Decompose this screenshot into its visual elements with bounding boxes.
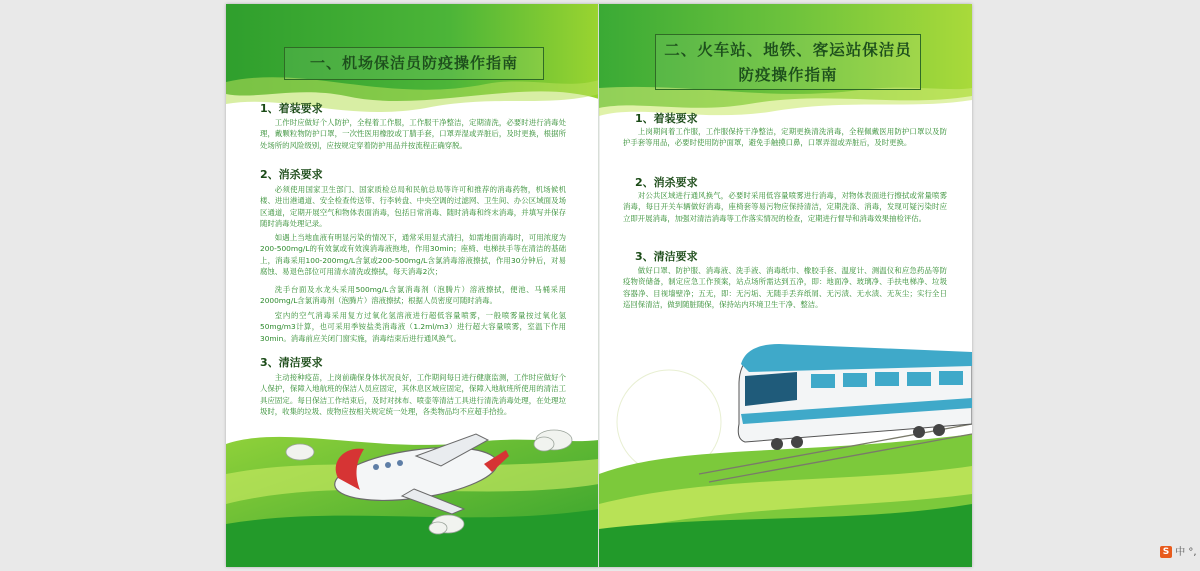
- section-paragraph: 主动接种疫苗，上岗前确保身体状况良好，工作期间每日进行健康监测，工作时应做好个人保护，保障入地航班的保洁人员应固定，其休息区域应固定，保障入地航班所使用的清洁工具应固定。每日保洁工作结束后，及时对抹布、喷壶等清洁工具进行清洗消毒处理，在处理垃圾时，收集的垃圾、废物应按相关规定统一处理，各类物品均不应超手拾捡。: [260, 373, 566, 416]
- left-page-title: 一、机场保洁员防疫操作指南: [284, 47, 544, 80]
- section-heading: 2、消杀要求: [260, 168, 323, 181]
- ime-punct-label[interactable]: °,: [1188, 547, 1197, 558]
- section-heading: 2、消杀要求: [635, 176, 698, 189]
- section-paragraph: 室内的空气消毒采用复方过氧化氢溶液进行超低容量喷雾，一般喷雾量按过氧化氢50mg/m3计算，也可采用季铵盐类消毒液（1.2ml/m3）进行超大容量喷雾，室温下作用30min。消毒前应关闭门窗实施，消毒结束后进行通风换气。: [260, 311, 566, 343]
- right-page-title-line1: 二、火车站、地铁、客运站保洁员: [664, 41, 912, 59]
- section-paragraph: 工作时应做好个人防护，全程着工作服，工作服干净整洁，定期清洗，必要时进行消毒处理，戴颗粒物防护口罩，一次性医用橡胶或丁腈手套，口罩弄湿或弄脏后，及时更换，根据所处场所的风险级别，应按规定穿着防护用品并按流程正确穿脱。: [260, 118, 566, 150]
- section-heading: 3、清洁要求: [260, 356, 323, 369]
- section-heading: 1、着装要求: [260, 102, 323, 115]
- sogou-icon[interactable]: S: [1160, 546, 1172, 558]
- section-paragraph: 对公共区域进行通风换气，必要时采用低容量喷雾进行消毒，对物体表面进行擦拭或常量喷雾消毒，每日开关车辆做好消毒，座椅套等易污物应保持清洁，定期洗涤、消毒，发现可疑污染时应立即开展消毒，加强对清洁消毒等工作落实情况的检查，定期进行督导和消毒效果抽检评估。: [623, 191, 947, 223]
- section-paragraph: 上岗期间着工作服，工作服保持干净整洁，定期更换清洗消毒，全程佩戴医用防护口罩以及防护手套等用品，必要时使用防护面罩，避免手触摸口鼻，口罩弄湿或弄脏后，及时更换。: [623, 127, 947, 148]
- section-heading: 1、着装要求: [635, 112, 698, 125]
- ime-language-label[interactable]: 中: [1175, 547, 1186, 558]
- section-paragraph: 必须使用国家卫生部门、国家质检总局和民航总局等许可和推荐的消毒药物，机场候机楼、进出港通道、安全检查传送带、行李转盘、中央空调的过滤网、卫生间、办公区域面及场区通道，定期开展空气和物体表面消毒，包括日常消毒、随时消毒和终末消毒，并填写并保存随时消毒处理记录。: [260, 185, 566, 228]
- section-paragraph: 洗手台面及水龙头采用500mg/L含氯消毒剂（泡腾片）溶液擦拭，便池、马桶采用2000mg/L含氯消毒剂（泡腾片）溶液擦拭；根据人员密度可随时消毒。: [260, 285, 566, 306]
- section-heading: 3、清洁要求: [635, 250, 698, 263]
- train-illustration: [738, 344, 972, 450]
- ime-indicator[interactable]: [1160, 543, 1200, 563]
- section-paragraph: 如遇上当地血液有明显污染的情况下，通常采用显式清扫，如需地面消毒时，可用浓度为200-500mg/L的有效氯或有效溴消毒液拖地，作用30min；座椅、电梯扶手等在清洁的基础上，消毒采用100-200mg/L含氯或200-500mg/L含氯消毒溶液擦拭，作用30分钟后，对易腐蚀、易退色部位可用清水清洗或擦拭，每天消毒2次；: [260, 233, 566, 276]
- right-page-title-line2: 防疫操作指南: [738, 66, 838, 84]
- brochure-spread: [226, 4, 972, 567]
- right-page-title: [655, 34, 921, 90]
- section-paragraph: 做好口罩、防护服、消毒液、洗手液、消毒纸巾、橡胶手套、温度计、测温仪和应急药品等防疫物资储备，制定应急工作预案，站点场所需达到五净，即：地面净、玻璃净、手扶电梯净、垃圾容器净、目视墙壁净；五无，即：无污垢、无随手丢弃纸屑、无污渍、无水渍、无灰尘；实行全日巡回保清洁，做到随脏随保，保持站内环境卫生干净、整洁。: [623, 266, 947, 309]
- right-page: [599, 4, 972, 567]
- left-page: [226, 4, 599, 567]
